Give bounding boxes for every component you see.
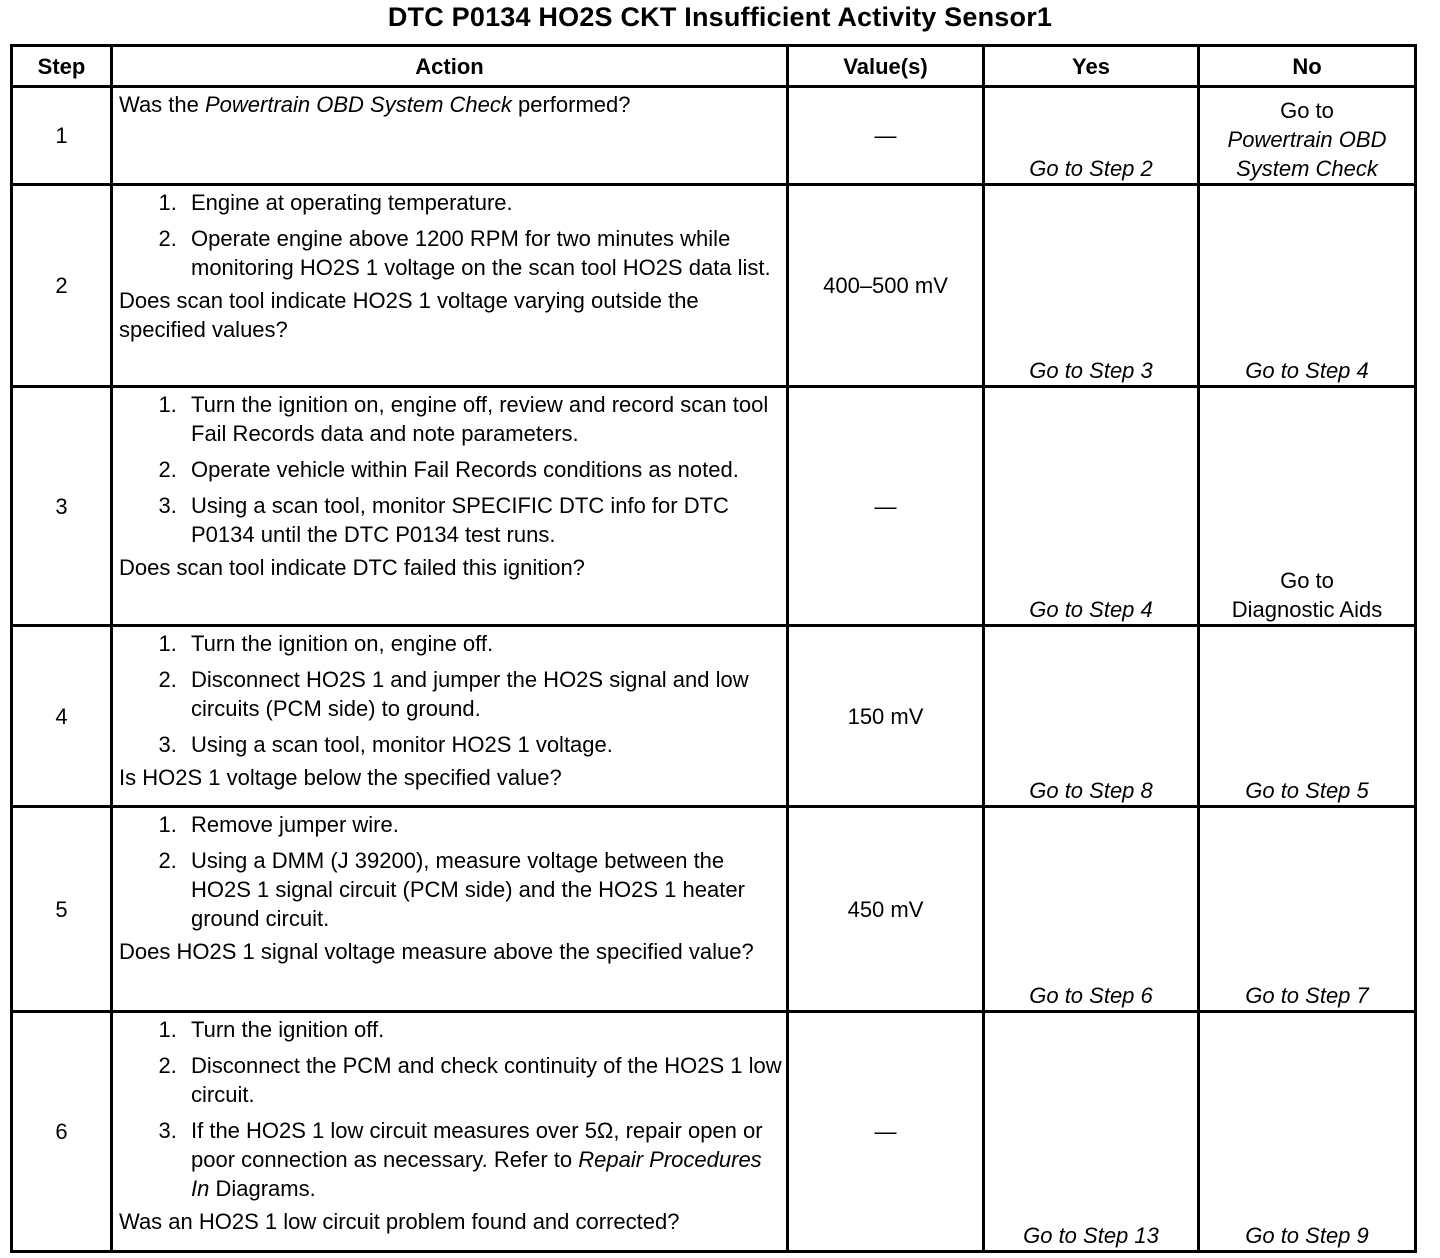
action-cell	[112, 1012, 788, 1252]
no-cell	[1199, 87, 1416, 185]
step-list	[119, 629, 782, 759]
value-cell: 450 mV	[788, 807, 984, 1012]
yes-cell: Go to Step 4	[984, 387, 1199, 626]
yes-cell: Go to Step 13	[984, 1012, 1199, 1252]
question-text-part: Was the	[119, 92, 205, 117]
value-cell: 150 mV	[788, 626, 984, 807]
step-number: 5	[12, 807, 112, 1012]
yes-cell: Go to Step 2	[984, 87, 1199, 185]
step-list	[119, 188, 782, 282]
action-cell	[112, 807, 788, 1012]
list-item: 1. Remove jumper wire.	[183, 810, 782, 839]
header-row	[12, 46, 1416, 87]
table-row	[12, 626, 1416, 807]
question-text	[119, 90, 782, 119]
list-item-text: If the HO2S 1 low circuit measures over 5Ω, repair open or poor connection as necessary. Refer to	[191, 1118, 763, 1172]
no-cell-line: Diagnostic Aids	[1231, 597, 1383, 622]
no-cell-line: Go to	[1280, 568, 1334, 593]
list-item: 3. Using a scan tool, monitor HO2S 1 voltage.	[183, 730, 782, 759]
table-row	[12, 87, 1416, 185]
list-item: 2. Operate engine above 1200 RPM for two minutes while monitoring HO2S 1 voltage on the scan tool HO2S data list.	[183, 224, 782, 282]
step-number: 2	[12, 185, 112, 387]
list-item: 1. Turn the ignition on, engine off.	[183, 629, 782, 658]
table-row	[12, 387, 1416, 626]
header-yes: Yes	[984, 46, 1199, 87]
step-number: 3	[12, 387, 112, 626]
no-cell: Go to Step 9	[1199, 1012, 1416, 1252]
list-item: 1. Turn the ignition off.	[183, 1015, 782, 1044]
question-text: Does scan tool indicate HO2S 1 voltage varying outside the specified values?	[119, 288, 699, 342]
step-list	[119, 810, 782, 933]
action-cell	[112, 185, 788, 387]
list-item	[183, 1116, 782, 1203]
value-cell: —	[788, 87, 984, 185]
table-row	[12, 807, 1416, 1012]
question-text: Was an HO2S 1 low circuit problem found and corrected?	[119, 1209, 680, 1234]
list-item: 2. Disconnect HO2S 1 and jumper the HO2S signal and low circuits (PCM side) to ground.	[183, 665, 782, 723]
table-row	[12, 1012, 1416, 1252]
step-list	[119, 390, 782, 549]
yes-cell: Go to Step 8	[984, 626, 1199, 807]
yes-cell: Go to Step 3	[984, 185, 1199, 387]
step-number: 4	[12, 626, 112, 807]
value-cell: —	[788, 387, 984, 626]
list-item-italic: Repair Procedures In	[191, 1147, 762, 1201]
step-number: 6	[12, 1012, 112, 1252]
table-row	[12, 185, 1416, 387]
no-cell-line: Go to	[1280, 98, 1334, 123]
diagnostic-table	[10, 44, 1417, 1253]
page-title: DTC P0134 HO2S CKT Insufficient Activity Sensor1	[387, 2, 1053, 32]
no-cell: Go to Step 4	[1199, 185, 1416, 387]
list-item: 1. Turn the ignition on, engine off, review and record scan tool Fail Records data and note parameters.	[183, 390, 782, 448]
header-step: Step	[12, 46, 112, 87]
list-item: 3. Using a scan tool, monitor SPECIFIC DTC info for DTC P0134 until the DTC P0134 test runs.	[183, 491, 782, 549]
no-cell-line: Powertrain OBD	[1227, 127, 1387, 152]
question-text: Does scan tool indicate DTC failed this ignition?	[119, 555, 585, 580]
question-text: Does HO2S 1 signal voltage measure above the specified value?	[119, 939, 754, 964]
list-item: 1. Engine at operating temperature.	[183, 188, 782, 217]
list-item-text: Diagrams.	[209, 1176, 316, 1201]
question-text-italic: Powertrain OBD System Check	[205, 92, 512, 117]
list-item: 2. Operate vehicle within Fail Records conditions as noted.	[183, 455, 782, 484]
list-item: 2. Using a DMM (J 39200), measure voltage between the HO2S 1 signal circuit (PCM side) and the HO2S 1 heater ground circuit.	[183, 846, 782, 933]
step-number: 1	[12, 87, 112, 185]
step-list	[119, 1015, 782, 1203]
action-cell	[112, 626, 788, 807]
no-cell: Go to Step 7	[1199, 807, 1416, 1012]
value-cell: —	[788, 1012, 984, 1252]
list-item: 2. Disconnect the PCM and check continuity of the HO2S 1 low circuit.	[183, 1051, 782, 1109]
question-text-part: performed?	[511, 92, 631, 117]
value-cell: 400–500 mV	[788, 185, 984, 387]
yes-cell: Go to Step 6	[984, 807, 1199, 1012]
no-cell	[1199, 387, 1416, 626]
action-cell	[112, 387, 788, 626]
header-action: Action	[112, 46, 788, 87]
no-cell: Go to Step 5	[1199, 626, 1416, 807]
action-cell	[112, 87, 788, 185]
question-text: Is HO2S 1 voltage below the specified value?	[119, 765, 562, 790]
header-value: Value(s)	[788, 46, 984, 87]
header-no: No	[1199, 46, 1416, 87]
no-cell-line: System Check	[1236, 156, 1378, 181]
